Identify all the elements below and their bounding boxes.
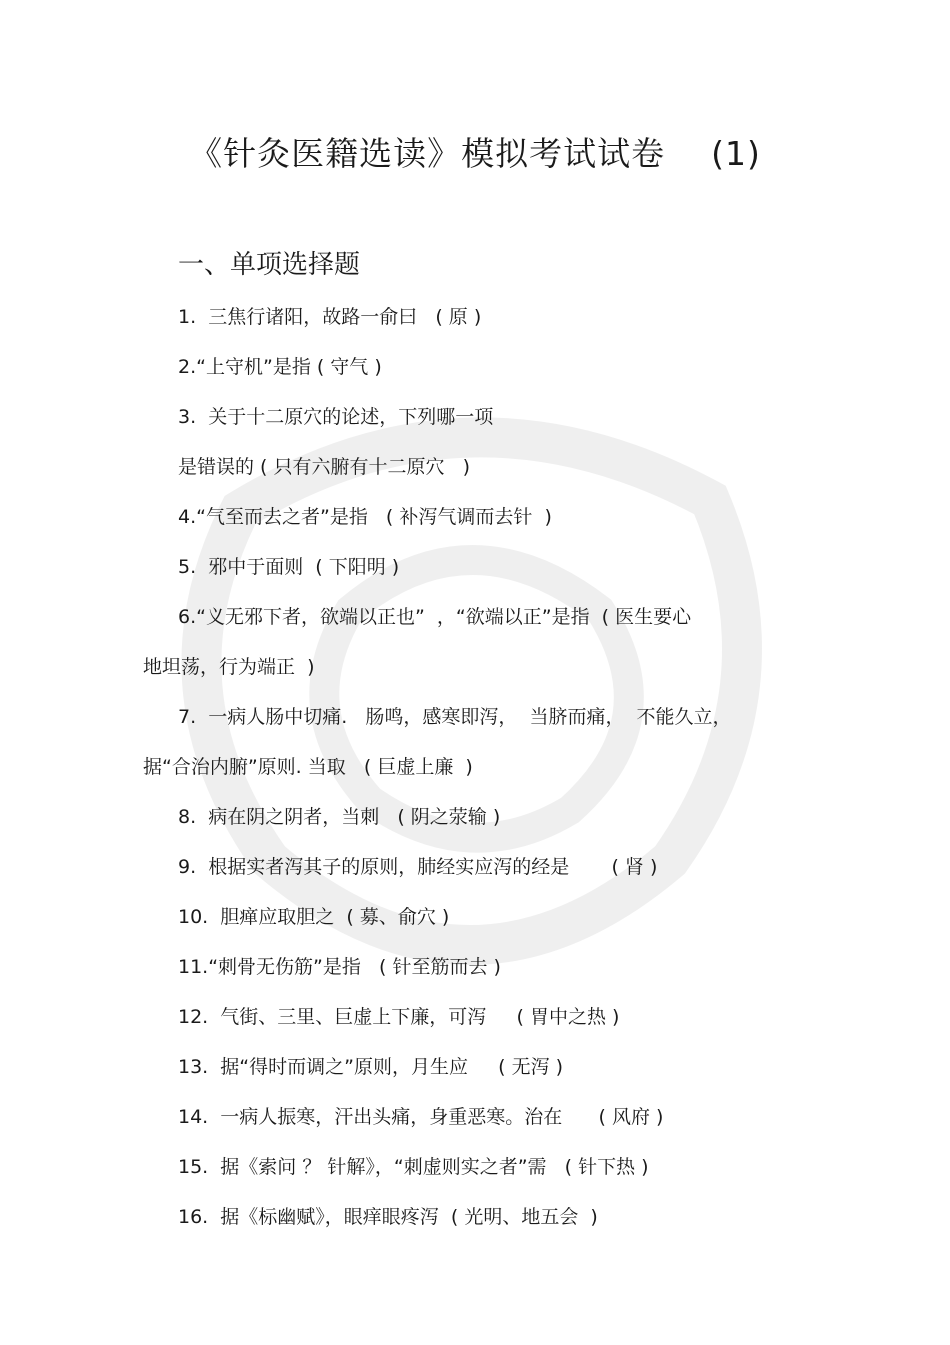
question-line: 3. 关于十二原穴的论述，下列哪一项 — [178, 406, 494, 428]
question-line: 5. 邪中于面则 ( 下阳明 ) — [178, 556, 400, 578]
page-title: 《针灸医籍选读》模拟考试试卷 (1) — [189, 134, 761, 173]
section-heading: 一、单项选择题 — [178, 250, 361, 280]
question-line: 10. 胆瘅应取胆之 ( 募、俞穴 ) — [178, 906, 450, 928]
question-line: 14. 一病人振寒，汗出头痛，身重恶寒。治在 ( 风府 ) — [178, 1106, 664, 1128]
question-line: 12. 气街、三里、巨虚上下廉，可泻 ( 胃中之热 ) — [178, 1006, 620, 1028]
question-line: 15. 据《索问 ？ 针解》，“刺虚则实之者”需 ( 针下热 ) — [178, 1156, 649, 1178]
question-line: 9. 根据实者泻其子的原则，肺经实应泻的经是 ( 肾 ) — [178, 856, 658, 878]
question-line: 8. 病在阴之阴者，当刺 ( 阴之荥输 ) — [178, 806, 501, 828]
question-line: 16. 据《标幽赋》，眼痒眼疼泻 ( 光明、地五会 ) — [178, 1206, 598, 1228]
question-line: 1. 三焦行诸阳，故路一俞曰 ( 原 ) — [178, 306, 482, 328]
question-line: 7. 一病人肠中切痛. 肠鸣，感寒即泻， 当脐而痛， 不能久立， — [178, 706, 732, 728]
question-line: 地坦荡，行为端正 ) — [143, 656, 315, 678]
question-line: 4.“气至而去之者”是指 ( 补泻气调而去针 ) — [178, 506, 552, 528]
question-line: 2.“上守机”是指 ( 守气 ) — [178, 356, 382, 378]
question-line: 6.“义无邪下者，欲端以正也” ，“欲端以正”是指 ( 医生要心 — [178, 606, 692, 628]
question-line: 据“合治内腑”原则. 当取 ( 巨虚上廉 ) — [143, 756, 473, 778]
question-line: 是错误的 ( 只有六腑有十二原穴 ) — [178, 456, 471, 478]
question-line: 13. 据“得时而调之”原则，月生应 ( 无泻 ) — [178, 1056, 564, 1078]
question-line: 11.“刺骨无伤筋”是指 ( 针至筋而去 ) — [178, 956, 501, 978]
